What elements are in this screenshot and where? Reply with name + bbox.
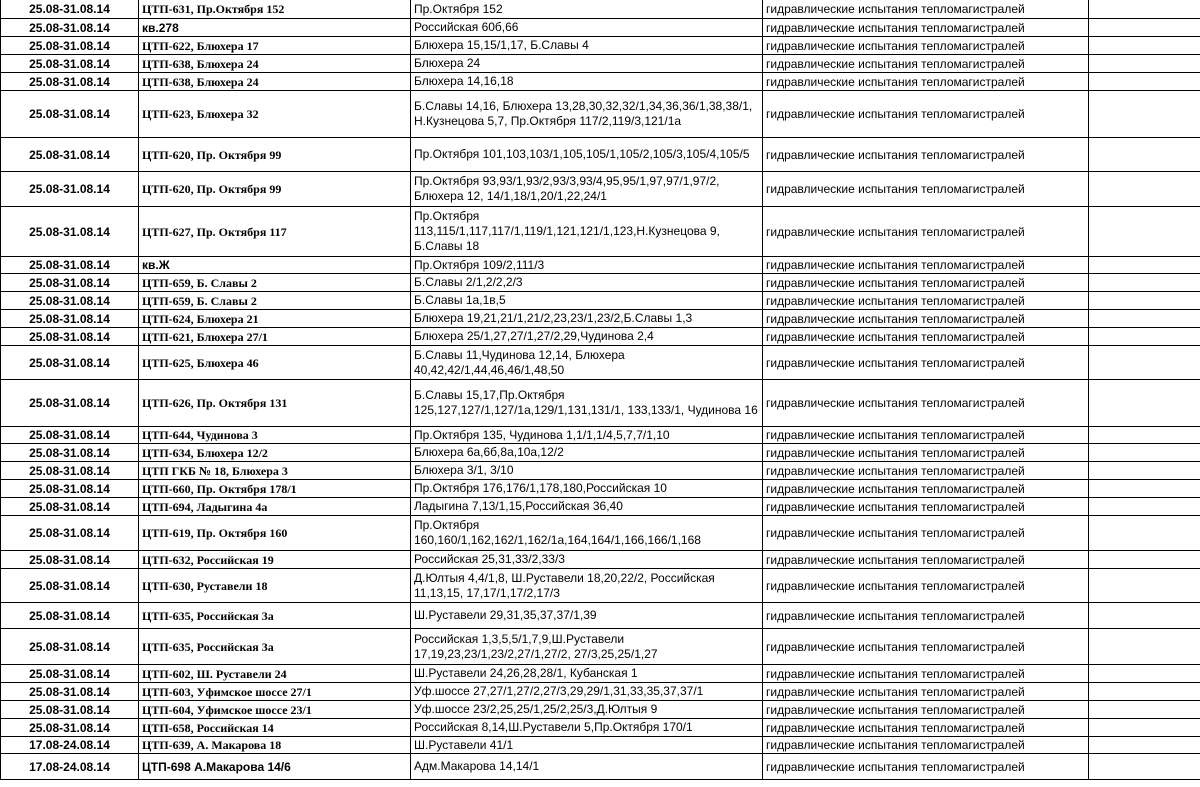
addresses-cell: Пр.Октября 109/2,111/3: [411, 257, 763, 274]
table-row: [1, 0, 1200, 19]
substation-cell: ЦТП-604, Уфимское шоссе 23/1: [139, 701, 411, 719]
table-row: [1, 427, 1200, 444]
notes-cell: [1089, 19, 1200, 37]
substation-cell: ЦТП-620, Пр. Октября 99: [139, 172, 411, 207]
addresses-cell: Б.Славы 14,16, Блюхера 13,28,30,32,32/1,34,36,36/1,38,38/1, Н.Кузнецова 5,7, Пр.Октября 117/2,119/3,121/1а: [411, 91, 763, 138]
work-type-cell: гидравлические испытания тепломагистралей: [763, 0, 1089, 19]
date-cell: 25.08-31.08.14: [1, 683, 139, 701]
work-type-cell: гидравлические испытания тепломагистралей: [763, 91, 1089, 138]
date-cell: 25.08-31.08.14: [1, 427, 139, 444]
table-row: [1, 569, 1200, 603]
table-row: [1, 551, 1200, 569]
addresses-cell: Б.Славы 15,17,Пр.Октября 125,127,127/1,127/1а,129/1,131,131/1, 133,133/1, Чудинова 16: [411, 380, 763, 427]
work-type-cell: гидравлические испытания тепломагистралей: [763, 73, 1089, 91]
date-cell: 25.08-31.08.14: [1, 462, 139, 480]
notes-cell: [1089, 55, 1200, 73]
work-type-cell: гидравлические испытания тепломагистралей: [763, 719, 1089, 737]
date-cell: 25.08-31.08.14: [1, 498, 139, 516]
table-row: [1, 207, 1200, 257]
date-cell: 25.08-31.08.14: [1, 569, 139, 603]
work-type-cell: гидравлические испытания тепломагистралей: [763, 427, 1089, 444]
date-cell: 25.08-31.08.14: [1, 19, 139, 37]
work-type-cell: гидравлические испытания тепломагистралей: [763, 665, 1089, 683]
work-type-cell: гидравлические испытания тепломагистралей: [763, 603, 1089, 629]
substation-cell: ЦТП-634, Блюхера 12/2: [139, 444, 411, 462]
substation-cell: ЦТП-639, А. Макарова 18: [139, 737, 411, 754]
substation-cell: ЦТП-602, Ш. Руставели 24: [139, 665, 411, 683]
date-cell: 17.08-24.08.14: [1, 754, 139, 780]
addresses-cell: Пр.Октября 152: [411, 0, 763, 19]
date-cell: 25.08-31.08.14: [1, 629, 139, 665]
table-row: [1, 310, 1200, 328]
addresses-cell: Ш.Руставели 41/1: [411, 737, 763, 754]
date-cell: 25.08-31.08.14: [1, 257, 139, 274]
notes-cell: [1089, 462, 1200, 480]
table-row: [1, 346, 1200, 380]
addresses-cell: Российская 1,3,5,5/1,7,9,Ш.Руставели 17,19,23,23/1,23/2,27/1,27/2, 27/3,25,25/1,27: [411, 629, 763, 665]
notes-cell: [1089, 754, 1200, 780]
date-cell: 25.08-31.08.14: [1, 328, 139, 346]
date-cell: 25.08-31.08.14: [1, 551, 139, 569]
date-cell: 25.08-31.08.14: [1, 172, 139, 207]
work-type-cell: гидравлические испытания тепломагистралей: [763, 346, 1089, 380]
addresses-cell: Блюхера 3/1, 3/10: [411, 462, 763, 480]
notes-cell: [1089, 701, 1200, 719]
notes-cell: [1089, 91, 1200, 138]
notes-cell: [1089, 480, 1200, 498]
addresses-cell: Уф.шоссе 23/2,25,25/1,25/2,25/3,Д.Юлтыя 9: [411, 701, 763, 719]
addresses-cell: Д.Юлтыя 4,4/1,8, Ш.Руставели 18,20,22/2, Российская 11,13,15, 17,17/1,17/2,17/3: [411, 569, 763, 603]
addresses-cell: Блюхера 25/1,27,27/1,27/2,29,Чудинова 2,4: [411, 328, 763, 346]
addresses-cell: Пр.Октября 135, Чудинова 1,1/1,1/4,5,7,7/1,10: [411, 427, 763, 444]
addresses-cell: Пр.Октября 160,160/1,162,162/1,162/1а,164,164/1,166,166/1,168: [411, 516, 763, 551]
notes-cell: [1089, 551, 1200, 569]
substation-cell: кв.278: [139, 19, 411, 37]
date-cell: 25.08-31.08.14: [1, 480, 139, 498]
notes-cell: [1089, 73, 1200, 91]
work-type-cell: гидравлические испытания тепломагистралей: [763, 257, 1089, 274]
work-type-cell: гидравлические испытания тепломагистралей: [763, 37, 1089, 55]
addresses-cell: Блюхера 24: [411, 55, 763, 73]
addresses-cell: Ш.Руставели 29,31,35,37,37/1,39: [411, 603, 763, 629]
work-type-cell: гидравлические испытания тепломагистралей: [763, 754, 1089, 780]
substation-cell: ЦТП-635, Российская 3а: [139, 629, 411, 665]
substation-cell: ЦТП-658, Российская 14: [139, 719, 411, 737]
table-row: [1, 91, 1200, 138]
work-type-cell: гидравлические испытания тепломагистралей: [763, 207, 1089, 257]
date-cell: 25.08-31.08.14: [1, 207, 139, 257]
work-type-cell: гидравлические испытания тепломагистралей: [763, 737, 1089, 754]
date-cell: 25.08-31.08.14: [1, 719, 139, 737]
addresses-cell: Б.Славы 1а,1в,5: [411, 292, 763, 310]
substation-cell: кв.Ж: [139, 257, 411, 274]
table-row: [1, 37, 1200, 55]
work-type-cell: гидравлические испытания тепломагистралей: [763, 444, 1089, 462]
substation-cell: ЦТП-698 А.Макарова 14/6: [139, 754, 411, 780]
notes-cell: [1089, 328, 1200, 346]
date-cell: 25.08-31.08.14: [1, 37, 139, 55]
table-row: [1, 55, 1200, 73]
work-type-cell: гидравлические испытания тепломагистралей: [763, 629, 1089, 665]
notes-cell: [1089, 292, 1200, 310]
work-type-cell: гидравлические испытания тепломагистралей: [763, 138, 1089, 172]
notes-cell: [1089, 207, 1200, 257]
notes-cell: [1089, 569, 1200, 603]
date-cell: 25.08-31.08.14: [1, 444, 139, 462]
work-type-cell: гидравлические испытания тепломагистралей: [763, 292, 1089, 310]
work-type-cell: гидравлические испытания тепломагистралей: [763, 480, 1089, 498]
work-type-cell: гидравлические испытания тепломагистралей: [763, 551, 1089, 569]
table-row: [1, 328, 1200, 346]
addresses-cell: Ш.Руставели 24,26,28,28/1, Кубанская 1: [411, 665, 763, 683]
notes-cell: [1089, 310, 1200, 328]
substation-cell: ЦТП-659, Б. Славы 2: [139, 292, 411, 310]
substation-cell: ЦТП-622, Блюхера 17: [139, 37, 411, 55]
work-type-cell: гидравлические испытания тепломагистралей: [763, 569, 1089, 603]
notes-cell: [1089, 138, 1200, 172]
table-row: [1, 73, 1200, 91]
notes-cell: [1089, 737, 1200, 754]
date-cell: 25.08-31.08.14: [1, 292, 139, 310]
work-type-cell: гидравлические испытания тепломагистралей: [763, 701, 1089, 719]
date-cell: 25.08-31.08.14: [1, 0, 139, 19]
table-row: [1, 719, 1200, 737]
table-row: [1, 138, 1200, 172]
table-row: [1, 665, 1200, 683]
table-row: [1, 380, 1200, 427]
notes-cell: [1089, 444, 1200, 462]
substation-cell: ЦТП-631, Пр.Октября 152: [139, 0, 411, 19]
substation-cell: ЦТП-603, Уфимское шоссе 27/1: [139, 683, 411, 701]
substation-cell: ЦТП-626, Пр. Октября 131: [139, 380, 411, 427]
substation-cell: ЦТП-621, Блюхера 27/1: [139, 328, 411, 346]
addresses-cell: Пр.Октября 113,115/1,117,117/1,119/1,121,121/1,123,Н.Кузнецова 9, Б.Славы 18: [411, 207, 763, 257]
addresses-cell: Б.Славы 11,Чудинова 12,14, Блюхера 40,42,42/1,44,46,46/1,48,50: [411, 346, 763, 380]
table-row: [1, 737, 1200, 754]
date-cell: 25.08-31.08.14: [1, 91, 139, 138]
work-type-cell: гидравлические испытания тепломагистралей: [763, 462, 1089, 480]
notes-cell: [1089, 37, 1200, 55]
substation-cell: ЦТП-625, Блюхера 46: [139, 346, 411, 380]
table-row: [1, 629, 1200, 665]
date-cell: 25.08-31.08.14: [1, 310, 139, 328]
date-cell: 25.08-31.08.14: [1, 380, 139, 427]
table-row: [1, 19, 1200, 37]
notes-cell: [1089, 498, 1200, 516]
table-row: [1, 462, 1200, 480]
notes-cell: [1089, 172, 1200, 207]
addresses-cell: Ладыгина 7,13/1,15,Российская 36,40: [411, 498, 763, 516]
work-type-cell: гидравлические испытания тепломагистралей: [763, 516, 1089, 551]
date-cell: 25.08-31.08.14: [1, 603, 139, 629]
substation-cell: ЦТП-630, Руставели 18: [139, 569, 411, 603]
substation-cell: ЦТП-627, Пр. Октября 117: [139, 207, 411, 257]
date-cell: 25.08-31.08.14: [1, 665, 139, 683]
addresses-cell: Российская 25,31,33/2,33/3: [411, 551, 763, 569]
work-type-cell: гидравлические испытания тепломагистралей: [763, 683, 1089, 701]
table-row: [1, 172, 1200, 207]
date-cell: 25.08-31.08.14: [1, 274, 139, 292]
notes-cell: [1089, 257, 1200, 274]
work-type-cell: гидравлические испытания тепломагистралей: [763, 380, 1089, 427]
work-type-cell: гидравлические испытания тепломагистралей: [763, 498, 1089, 516]
notes-cell: [1089, 346, 1200, 380]
addresses-cell: Пр.Октября 101,103,103/1,105,105/1,105/2,105/3,105/4,105/5: [411, 138, 763, 172]
table-row: [1, 480, 1200, 498]
work-type-cell: гидравлические испытания тепломагистралей: [763, 19, 1089, 37]
work-type-cell: гидравлические испытания тепломагистралей: [763, 310, 1089, 328]
addresses-cell: Пр.Октября 93,93/1,93/2,93/3,93/4,95,95/1,97,97/1,97/2, Блюхера 12, 14/1,18/1,20/1,22,24/1: [411, 172, 763, 207]
notes-cell: [1089, 516, 1200, 551]
date-cell: 25.08-31.08.14: [1, 701, 139, 719]
date-cell: 25.08-31.08.14: [1, 516, 139, 551]
date-cell: 25.08-31.08.14: [1, 55, 139, 73]
notes-cell: [1089, 629, 1200, 665]
table-row: [1, 516, 1200, 551]
table-row: [1, 274, 1200, 292]
substation-cell: ЦТП-659, Б. Славы 2: [139, 274, 411, 292]
substation-cell: ЦТП-620, Пр. Октября 99: [139, 138, 411, 172]
work-type-cell: гидравлические испытания тепломагистралей: [763, 172, 1089, 207]
addresses-cell: Уф.шоссе 27,27/1,27/2,27/3,29,29/1,31,33,35,37,37/1: [411, 683, 763, 701]
substation-cell: ЦТП-623, Блюхера 32: [139, 91, 411, 138]
addresses-cell: Блюхера 15,15/1,17, Б.Славы 4: [411, 37, 763, 55]
notes-cell: [1089, 719, 1200, 737]
addresses-cell: Блюхера 14,16,18: [411, 73, 763, 91]
substation-cell: ЦТП-632, Российская 19: [139, 551, 411, 569]
work-type-cell: гидравлические испытания тепломагистралей: [763, 274, 1089, 292]
substation-cell: ЦТП-660, Пр. Октября 178/1: [139, 480, 411, 498]
table-row: [1, 683, 1200, 701]
date-cell: 17.08-24.08.14: [1, 737, 139, 754]
addresses-cell: Российская 8,14,Ш.Руставели 5,Пр.Октября 170/1: [411, 719, 763, 737]
date-cell: 25.08-31.08.14: [1, 346, 139, 380]
table-row: [1, 754, 1200, 780]
notes-cell: [1089, 665, 1200, 683]
substation-cell: ЦТП-635, Российская 3а: [139, 603, 411, 629]
substation-cell: ЦТП-619, Пр. Октября 160: [139, 516, 411, 551]
substation-cell: ЦТП-644, Чудинова 3: [139, 427, 411, 444]
substation-cell: ЦТП-624, Блюхера 21: [139, 310, 411, 328]
table-row: [1, 292, 1200, 310]
table-row: [1, 701, 1200, 719]
notes-cell: [1089, 427, 1200, 444]
table-row: [1, 498, 1200, 516]
notes-cell: [1089, 683, 1200, 701]
notes-cell: [1089, 0, 1200, 19]
notes-cell: [1089, 603, 1200, 629]
substation-cell: ЦТП-694, Ладыгина 4а: [139, 498, 411, 516]
table-row: [1, 257, 1200, 274]
addresses-cell: Блюхера 19,21,21/1,21/2,23,23/1,23/2,Б.Славы 1,3: [411, 310, 763, 328]
addresses-cell: Блюхера 6а,6б,8а,10а,12/2: [411, 444, 763, 462]
work-type-cell: гидравлические испытания тепломагистралей: [763, 55, 1089, 73]
table-body: [1, 0, 1200, 780]
addresses-cell: Б.Славы 2/1,2/2,2/3: [411, 274, 763, 292]
work-type-cell: гидравлические испытания тепломагистралей: [763, 328, 1089, 346]
date-cell: 25.08-31.08.14: [1, 138, 139, 172]
table-row: [1, 444, 1200, 462]
addresses-cell: Российская 60б,66: [411, 19, 763, 37]
notes-cell: [1089, 274, 1200, 292]
addresses-cell: Пр.Октября 176,176/1,178,180,Российская 10: [411, 480, 763, 498]
notes-cell: [1089, 380, 1200, 427]
substation-cell: ЦТП-638, Блюхера 24: [139, 55, 411, 73]
table-row: [1, 603, 1200, 629]
date-cell: 25.08-31.08.14: [1, 73, 139, 91]
addresses-cell: Адм.Макарова 14,14/1: [411, 754, 763, 780]
substation-cell: ЦТП-638, Блюхера 24: [139, 73, 411, 91]
substation-cell: ЦТП ГКБ № 18, Блюхера 3: [139, 462, 411, 480]
